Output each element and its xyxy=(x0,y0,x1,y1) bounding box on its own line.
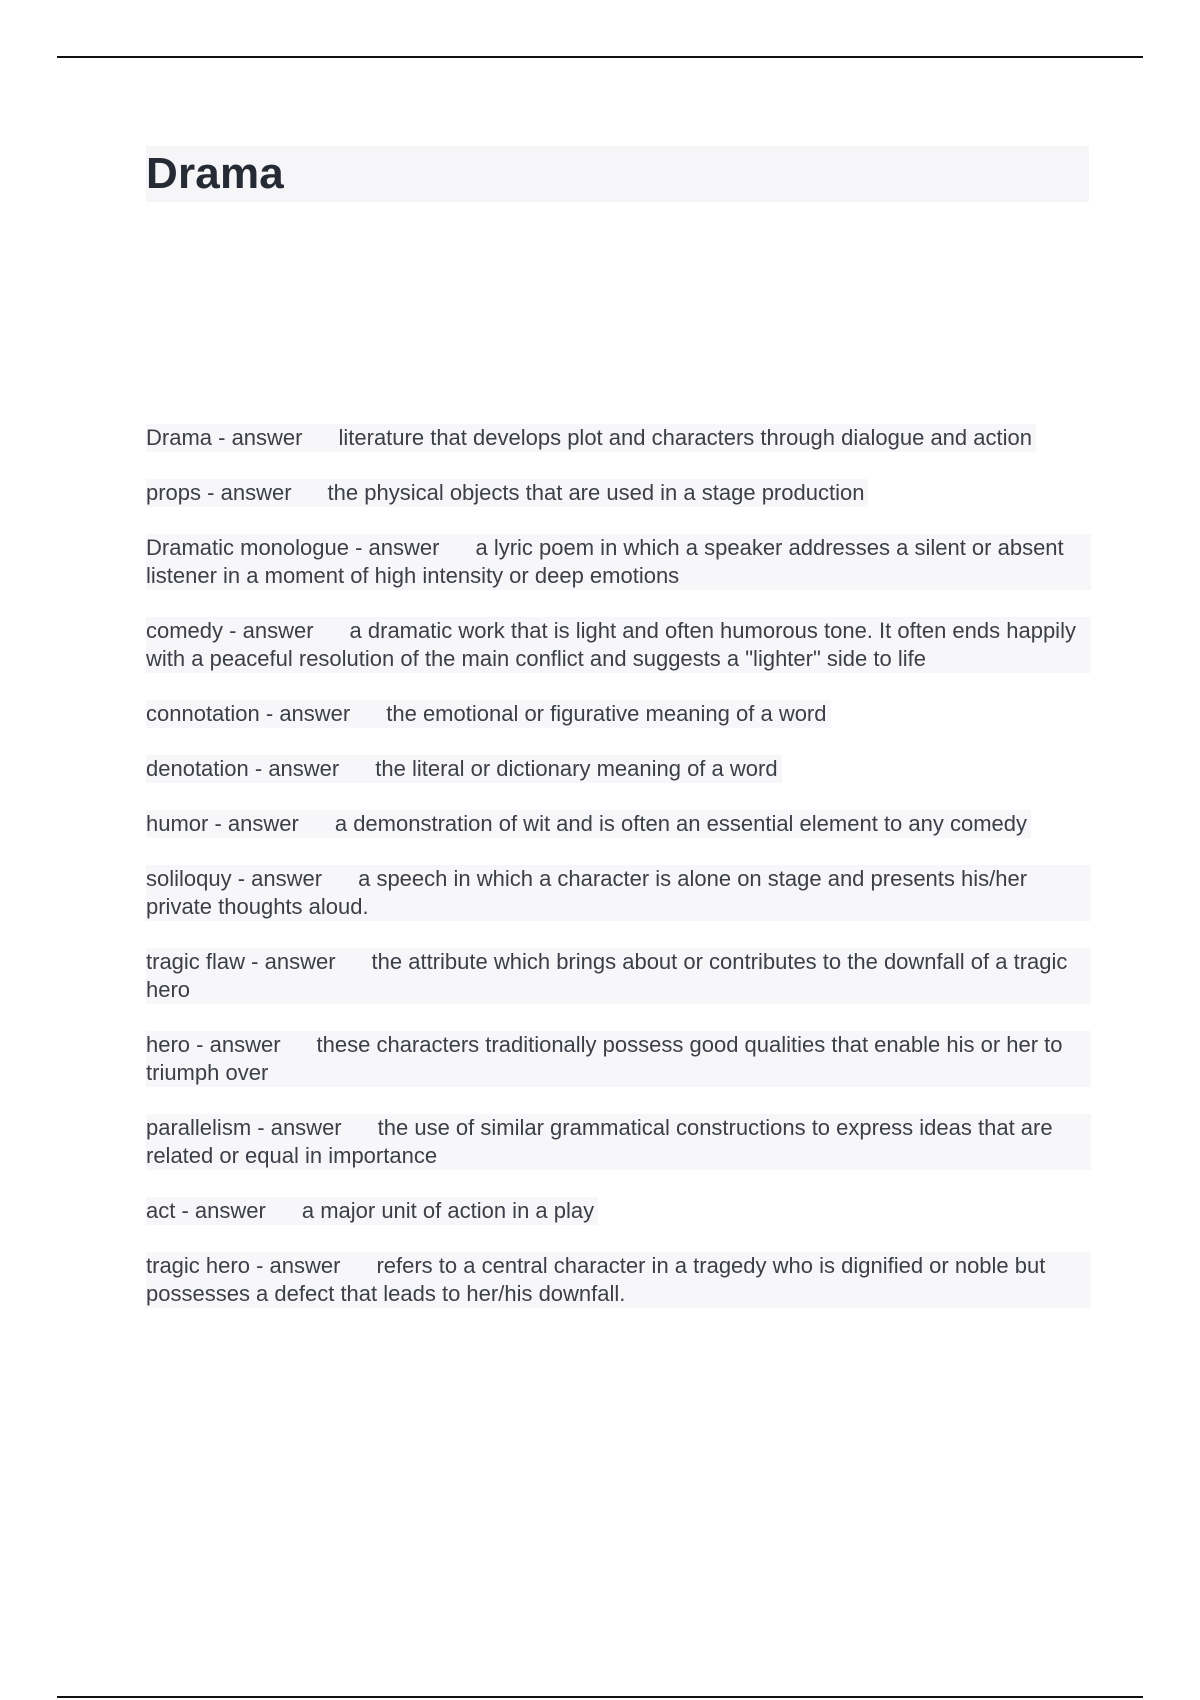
flashcard-list xyxy=(146,424,1091,1335)
flashcard-term: comedy xyxy=(146,618,224,643)
flashcard-definition: a demonstration of wit and is often an essential element to any comedy xyxy=(334,811,1028,836)
flashcard-definition: literature that develops plot and characters through dialogue and action xyxy=(338,425,1032,450)
answer-label: - answer xyxy=(245,949,336,974)
flashcard-term: props xyxy=(146,480,202,505)
flashcard-term: Dramatic monologue xyxy=(146,535,349,560)
answer-label: - answer xyxy=(212,425,303,450)
answer-label: - answer xyxy=(251,1115,342,1140)
flashcard-definition: the emotional or figurative meaning of a word xyxy=(386,701,827,726)
answer-label: - answer xyxy=(223,618,314,643)
flashcard-term: denotation xyxy=(146,756,249,781)
flashcard-item xyxy=(146,534,1091,590)
flashcard-item xyxy=(146,865,1091,921)
flashcard-term: soliloquy xyxy=(146,866,232,891)
flashcard-definition: the literal or dictionary meaning of a word xyxy=(375,756,778,781)
answer-label: - answer xyxy=(249,1253,341,1278)
flashcard-definition: the physical objects that are used in a stage production xyxy=(327,480,865,505)
bottom-divider xyxy=(57,1696,1143,1698)
flashcard-item xyxy=(146,700,831,728)
flashcard-item xyxy=(146,755,782,783)
flashcard-term: connotation xyxy=(146,701,260,726)
flashcard-term: parallelism xyxy=(146,1115,252,1140)
answer-label: - answer xyxy=(348,535,440,560)
flashcard-definition: refers to a central character in a tragedy who is dignified or noble but possesses a defect that leads to her/his downfall. xyxy=(146,1253,1046,1306)
flashcard-item xyxy=(146,948,1091,1004)
title-background xyxy=(146,146,1089,202)
flashcard-definition: a major unit of action in a play xyxy=(301,1198,595,1223)
answer-label: - answer xyxy=(201,480,292,505)
flashcard-term: tragic flaw xyxy=(146,949,246,974)
flashcard-item xyxy=(146,1197,598,1225)
flashcard-term: tragic hero xyxy=(146,1253,250,1278)
flashcard-term: hero xyxy=(146,1032,191,1057)
flashcard-item xyxy=(146,1252,1091,1308)
flashcard-definition: a dramatic work that is light and often humorous tone. It often ends happily with a peaceful resolution of the main conflict and suggests a "lighter" side to life xyxy=(146,618,1076,671)
flashcard-term: act xyxy=(146,1198,176,1223)
flashcard-item xyxy=(146,424,1036,452)
flashcard-term: Drama xyxy=(146,425,213,450)
flashcard-item xyxy=(146,479,868,507)
answer-label: - answer xyxy=(175,1198,266,1223)
answer-label: - answer xyxy=(259,701,351,726)
flashcard-item xyxy=(146,1031,1091,1087)
top-divider xyxy=(57,56,1143,58)
flashcard-definition: a speech in which a character is alone on stage and presents his/her private thoughts aloud. xyxy=(146,866,1028,919)
flashcard-definition: the use of similar grammatical constructions to express ideas that are related or equal in importance xyxy=(146,1115,1053,1168)
flashcard-definition: the attribute which brings about or contributes to the downfall of a tragic hero xyxy=(146,949,1068,1002)
answer-label: - answer xyxy=(248,756,340,781)
flashcard-definition: these characters traditionally possess good qualities that enable his or her to triumph over xyxy=(146,1032,1063,1085)
flashcard-item xyxy=(146,617,1091,673)
answer-label: - answer xyxy=(231,866,323,891)
flashcard-item xyxy=(146,1114,1091,1170)
flashcard-definition: a lyric poem in which a speaker addresses a silent or absent listener in a moment of high intensity or deep emotions xyxy=(146,535,1064,588)
flashcard-item xyxy=(146,810,1031,838)
flashcard-term: humor xyxy=(146,811,209,836)
answer-label: - answer xyxy=(208,811,299,836)
page-title: Drama xyxy=(146,149,284,198)
answer-label: - answer xyxy=(190,1032,281,1057)
